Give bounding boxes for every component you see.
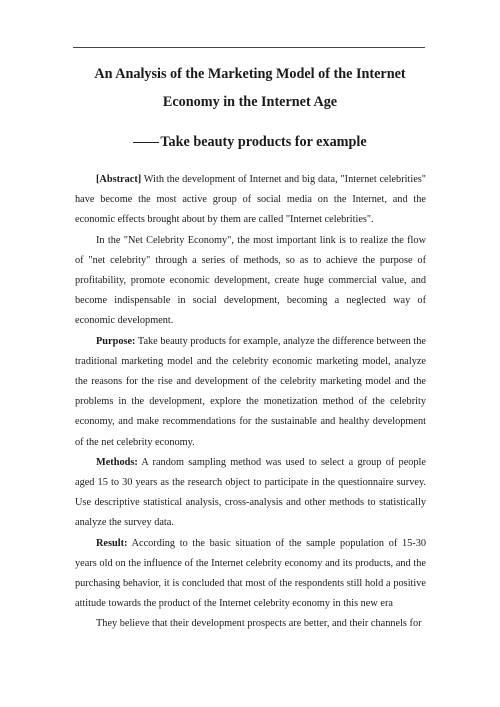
paragraph-text: In the "Net Celebrity Economy", the most important link is to realize the flow of "net celebrity" through a series of methods, so as to achieve the purpose of profitability, promote economic development, create huge commercial value, and become indispensable in social development, becoming a neglected way of economic development. [75, 234, 426, 327]
document-title-line-1: An Analysis of the Marketing Model of the Internet [94, 66, 406, 82]
paragraph-lead: Result: [96, 537, 128, 549]
paragraph-result [75, 534, 426, 615]
paragraph-lead: Methods: [96, 456, 138, 468]
paragraph-methods [75, 453, 426, 534]
document-body [75, 170, 426, 635]
paragraph-prospects [75, 614, 426, 634]
header-rule [73, 47, 425, 48]
paragraph-lead: [Abstract] [96, 174, 142, 185]
paragraph-text: According to the basic situation of the sample population of 15-30 years old on the influence of the Internet celebrity economy and its products, and the purchasing behavior, it is concluded that most of the respondents still hold a positive attitude towards the product of the Internet celebrity economy in this new era [75, 537, 426, 610]
em-dash-rule [133, 142, 159, 143]
paragraph-lead: Purpose: [96, 335, 136, 347]
paragraph-text: They believe that their development prospects are better, and their channels for [96, 618, 422, 630]
paragraph-purpose [75, 332, 426, 453]
paragraph-text: Take beauty products for example, analyze the difference between the traditional marketing model and the celebrity economic marketing model, analyze the reasons for the rise and development of the celebrity marketing model and the problems in the development, explore the monetization method of the celebrity economy, and make recommendations for the sustainable and healthy development of the net celebrity economy. [75, 335, 426, 448]
document-subtitle [0, 134, 500, 151]
paragraph-net-celebrity-economy [75, 231, 426, 332]
paragraph-text: With the development of Internet and big data, "Internet celebrities" have become the most active group of social media on the Internet, and the economic effects brought about by them are called "Internet celebrities". [75, 174, 426, 226]
document-title-line-2: Economy in the Internet Age [162, 94, 338, 110]
subtitle-text: Take beauty products for example [160, 134, 367, 150]
paragraph-text: A random sampling method was used to select a group of people aged 15 to 30 years as the research object to participate in the questionnaire survey. Use descriptive statistical analysis, cross-analysis and other methods to statistically analyze the survey data. [75, 456, 426, 529]
paragraph-abstract [75, 170, 426, 231]
